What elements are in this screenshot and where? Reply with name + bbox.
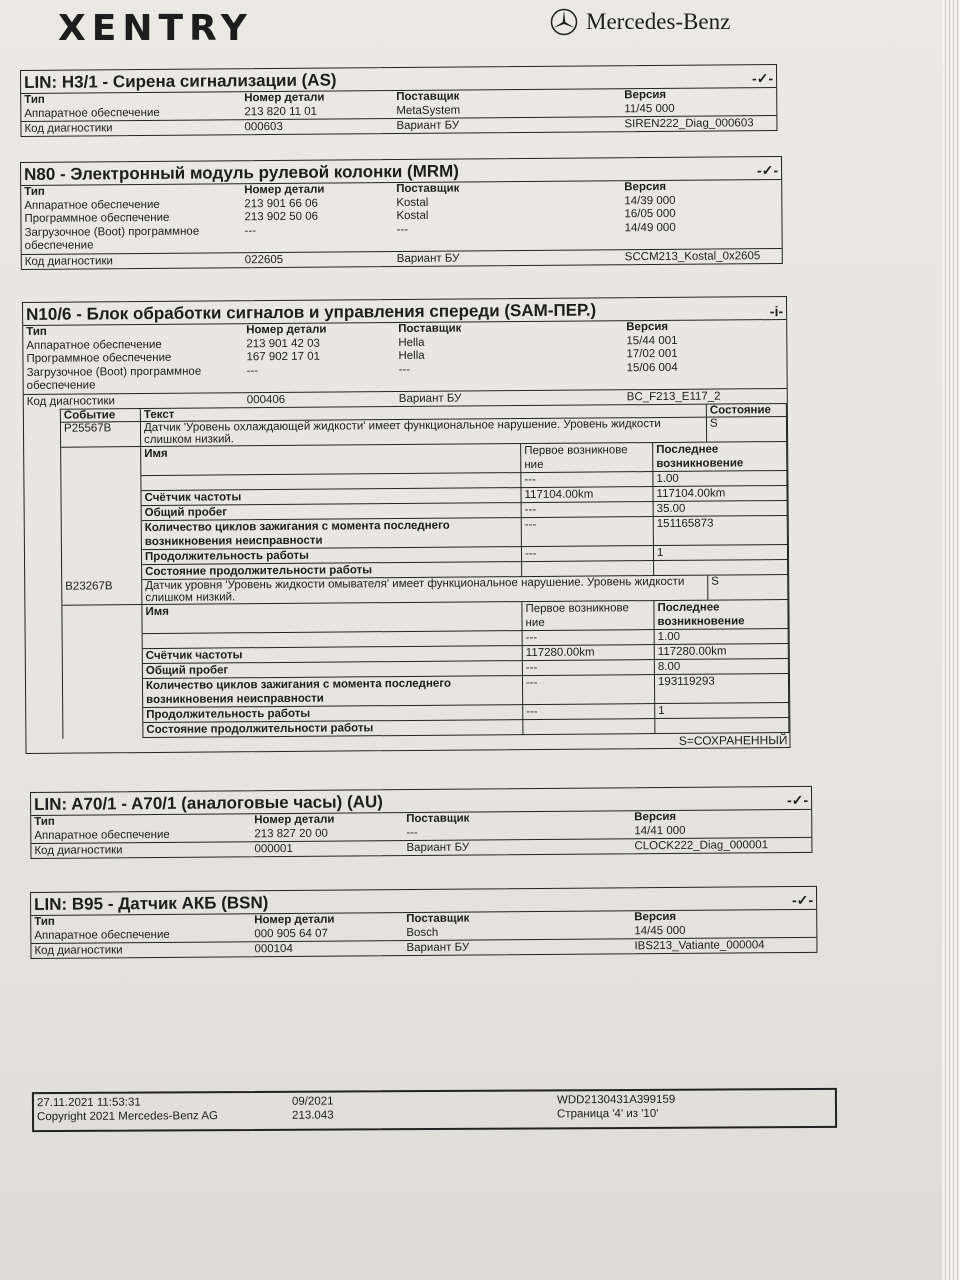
fault-table (60, 402, 790, 738)
manufacturer-name: Mercedes-Benz (586, 9, 731, 34)
fault-code: B23267B (62, 580, 142, 605)
print-datetime: 27.11.2021 11:53:31 (36, 1096, 141, 1110)
part-header: Номер детали (254, 913, 335, 927)
ecu-title: N80 - Электронный модуль рулевой колонки (MRM) (24, 161, 459, 184)
ecu-block (30, 786, 813, 859)
supplier: Bosch (406, 926, 439, 939)
version: 14/45 000 (634, 924, 686, 937)
type-value: Загрузочное (Boot) программное обеспечение (26, 365, 202, 392)
supplier: Hella (398, 336, 425, 349)
page-footer (32, 1088, 837, 1132)
first-occurrence-value: --- (523, 630, 655, 646)
stat-name: Состояние продолжительности работы (142, 562, 522, 580)
type-value: Программное обеспечение (24, 211, 170, 225)
type-value: Загрузочное (Boot) программное обеспечение (24, 225, 200, 252)
last-occurrence-header: Последнее возникновение (654, 599, 788, 629)
last-occurrence-value (654, 559, 788, 575)
first-occurrence-value: --- (522, 517, 654, 547)
diag-code: 000001 (254, 842, 293, 856)
supplier: Kostal (396, 196, 429, 209)
ecu-variant-label: Вариант БУ (406, 841, 470, 855)
spacer (61, 447, 142, 581)
ecu-info-grid (23, 320, 787, 393)
fault-stats-table (141, 441, 788, 579)
ecu-title: N10/6 - Блок обработки сигналов и управления спереди (SAM-ПЕР.) (26, 300, 597, 324)
type-value: Аппаратное обеспечение (24, 198, 160, 212)
event-header: Событие (61, 409, 141, 422)
diag-code: 022605 (244, 253, 284, 266)
status-mark-icon: -✓- (786, 791, 809, 809)
last-occurrence-value: 193119293 (655, 673, 789, 703)
supplier-header: Поставщик (398, 322, 462, 336)
last-occurrence-value: 117104.00km (653, 485, 787, 501)
type-header: Тип (34, 915, 55, 928)
last-occurrence-value: 1.00 (655, 628, 789, 644)
diag-code: 000406 (246, 393, 286, 406)
diag-code: 000104 (254, 942, 293, 956)
name-header: Имя (142, 602, 522, 634)
ecu-title: LIN: B95 - Датчик АКБ (BSN) (34, 893, 269, 914)
first-occurrence-value: --- (523, 660, 655, 676)
supplier: --- (396, 223, 409, 236)
type-header: Тип (24, 93, 45, 106)
version-header: Версия (624, 88, 667, 102)
last-occurrence-value: 1 (654, 544, 788, 560)
text-header: Текст (141, 404, 707, 420)
part-number: --- (244, 224, 257, 237)
spacer (62, 605, 143, 739)
ecu-block (20, 156, 783, 269)
version-header: Версия (634, 910, 677, 924)
last-occurrence-header: Последнее возникновение (653, 441, 787, 471)
first-occurrence-value (523, 719, 655, 735)
ecu-variant-label: Вариант БУ (406, 941, 470, 955)
first-occurrence-value: --- (522, 502, 654, 518)
version: 17/02 001 (626, 347, 678, 361)
status-legend: S=СОХРАНЕННЫЙ (678, 732, 788, 748)
stat-name: Количество циклов зажигания с момента последнего возникновения неисправности (142, 518, 522, 550)
first-occurrence-value: --- (523, 675, 655, 705)
supplier: MetaSystem (396, 104, 461, 117)
status-mark-icon: -i- (769, 303, 784, 320)
first-occurrence-value: 117280.00km (523, 645, 655, 661)
supplier-header: Поставщик (406, 812, 470, 826)
ecu-block (20, 64, 778, 137)
version-header: Версия (624, 180, 667, 194)
fault-details (61, 441, 788, 580)
first-occurrence-value: 117104.00km (521, 487, 653, 503)
version: 14/49 000 (624, 221, 676, 234)
version-header: Версия (626, 320, 669, 334)
diag-code-label: Код диагностики (26, 394, 115, 408)
ecu-variant: IBS213_Vatiante_000004 (634, 939, 765, 953)
part-number: 213 820 11 01 (244, 105, 318, 118)
name-header: Имя (141, 444, 521, 476)
part-header: Номер детали (244, 183, 325, 197)
first-occurrence-value (522, 561, 654, 577)
status-mark-icon: -✓- (791, 891, 814, 909)
diag-code-label: Код диагностики (24, 122, 113, 135)
supplier-header: Поставщик (396, 182, 460, 196)
type-value: Аппаратное обеспечение (26, 338, 162, 352)
part-header: Номер детали (246, 323, 327, 337)
ecu-variant: SCCM213_Kostal_0x2605 (624, 249, 761, 263)
supplier: --- (406, 826, 418, 839)
ecu-variant: CLOCK222_Diag_000001 (634, 839, 769, 853)
supplier: Kostal (396, 209, 429, 223)
fault-code: P25567B (61, 422, 141, 447)
first-occurrence-value: --- (522, 546, 654, 562)
part-number: 213 901 42 03 (246, 337, 320, 350)
fault-stats-table (142, 599, 789, 737)
ecu-variant-label: Вариант БУ (398, 392, 462, 405)
version: 15/44 001 (626, 334, 678, 347)
page-number: Страница '4' из '10' (556, 1107, 659, 1121)
ecu-variant: SIREN222_Diag_000603 (624, 117, 754, 131)
fault-text: Датчик уровня 'Уровень жидкости омывателя' имеет функциональное нарушение. Уровень жидкости слишком низкий. (142, 575, 708, 603)
stat-name: Состояние продолжительности работы (143, 720, 523, 738)
version: 14/41 000 (634, 824, 686, 837)
type-header: Тип (24, 185, 45, 198)
stat-name: Счётчик частоты (143, 646, 523, 664)
part-number: --- (246, 364, 259, 377)
xentry-logo: XENTRY (58, 8, 253, 49)
software-version: 213.043 (291, 1109, 334, 1122)
fault-text: Датчик 'Уровень охлаждающей жидкости' имеет функциональное нарушение. Уровень жидкости слишком низкий. (141, 417, 707, 445)
status-header: Состояние (707, 403, 787, 416)
status-mark-icon: -✓- (751, 70, 774, 87)
first-occurrence-value: --- (521, 472, 653, 488)
last-occurrence-value: 151165873 (654, 515, 788, 545)
last-occurrence-value: 1 (655, 702, 789, 718)
version: 11/45 000 (624, 102, 675, 115)
ecu-variant-label: Вариант БУ (396, 252, 460, 265)
fault-details (62, 599, 789, 738)
type-header: Тип (34, 815, 55, 828)
part-header: Номер детали (244, 91, 325, 105)
ecu-variant-label: Вариант БУ (396, 119, 460, 133)
type-value: Аппаратное обеспечение (24, 106, 160, 120)
ecu-title: LIN: H3/1 - Сирена сигнализации (AS) (24, 70, 337, 92)
diag-code: 000603 (244, 120, 283, 134)
stat-name: Продолжительность работы (142, 547, 522, 565)
ecu-title: LIN: A70/1 - A70/1 (аналоговые часы) (AU) (34, 792, 383, 814)
supplier-header: Поставщик (406, 912, 470, 926)
fault-status: S (708, 574, 788, 599)
ecu-info-grid (21, 180, 782, 253)
ecu-variant: BC_F213_E117_2 (626, 390, 721, 403)
type-value: Аппаратное обеспечение (34, 928, 170, 942)
stat-name: Общий пробег (143, 661, 523, 679)
stat-name: Общий пробег (142, 503, 522, 521)
type-value: Программное обеспечение (26, 351, 172, 365)
version: 14/39 000 (624, 194, 676, 207)
first-occurrence-header: Первое возникнове ние (522, 601, 654, 631)
mercedes-logo (550, 8, 730, 36)
part-number: 167 902 17 01 (246, 350, 321, 364)
version: 15/06 004 (626, 361, 678, 374)
diag-code-label: Код диагностики (24, 254, 113, 268)
part-number: 000 905 64 07 (254, 927, 328, 940)
stat-name: Продолжительность работы (143, 705, 523, 723)
stat-name: Количество циклов зажигания с момента последнего возникновения неисправности (143, 676, 523, 708)
mercedes-star-icon (550, 8, 578, 36)
diag-code-label: Код диагностики (34, 944, 123, 957)
last-occurrence-value: 117280.00km (655, 643, 789, 659)
ecu-block (22, 296, 791, 753)
copyright: Copyright 2021 Mercedes-Benz AG (37, 1110, 218, 1124)
stat-name: Счётчик частоты (141, 488, 521, 506)
part-header: Номер детали (254, 813, 335, 827)
part-number: 213 902 50 06 (244, 210, 319, 224)
last-occurrence-value (655, 717, 789, 733)
diag-code-label: Код диагностики (34, 844, 123, 857)
ecu-block (30, 886, 818, 959)
supplier-header: Поставщик (396, 90, 460, 104)
vin: WDD2130431A399159 (556, 1093, 676, 1107)
supplier: --- (398, 363, 411, 376)
version-date: 09/2021 (291, 1095, 334, 1108)
supplier: Hella (398, 349, 425, 363)
version: 16/05 000 (624, 207, 676, 221)
part-number: 213 901 66 06 (244, 197, 318, 210)
last-occurrence-value: 35.00 (654, 500, 788, 516)
status-mark-icon: -✓- (756, 162, 779, 179)
last-occurrence-value: 1.00 (653, 470, 787, 486)
last-occurrence-value: 8.00 (655, 658, 789, 674)
type-header: Тип (26, 325, 47, 338)
type-value: Аппаратное обеспечение (34, 828, 170, 842)
first-occurrence-value: --- (523, 704, 655, 720)
version-header: Версия (634, 810, 677, 824)
first-occurrence-header: Первое возникнове ние (521, 443, 653, 473)
page-stack-edge (942, 0, 960, 1280)
fault-status: S (707, 416, 787, 441)
part-number: 213 827 20 00 (254, 827, 328, 840)
